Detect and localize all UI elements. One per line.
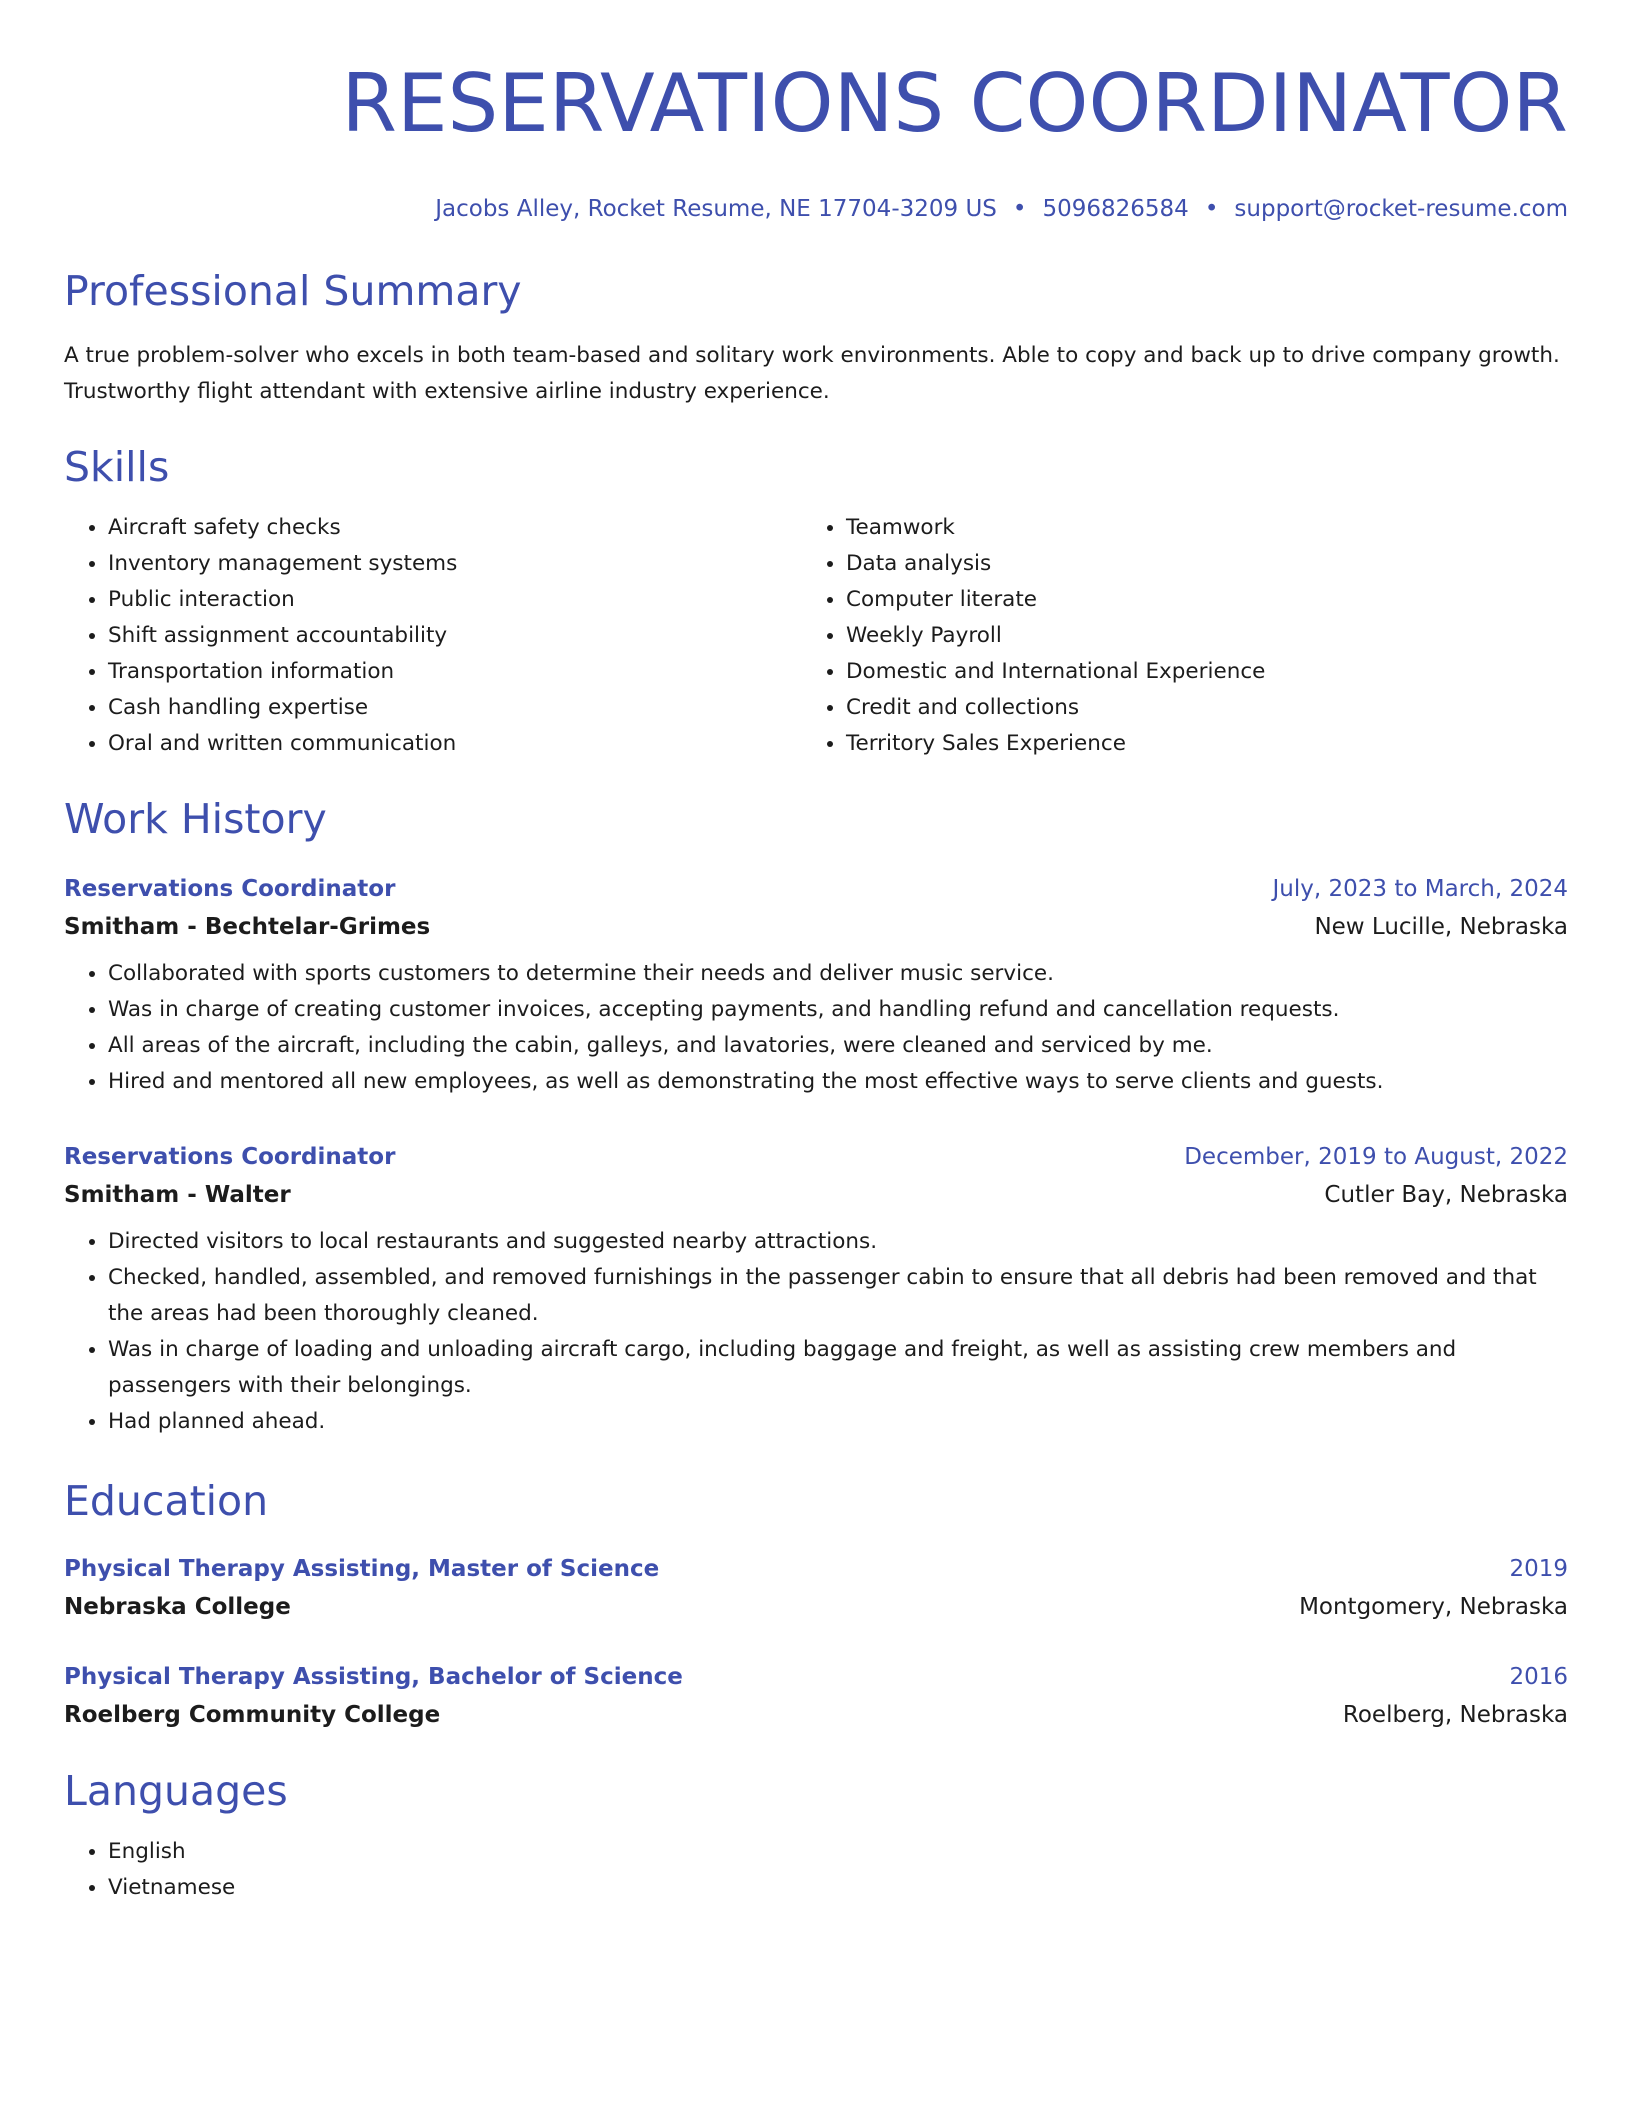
- skill-item: • Teamwork: [846, 510, 1540, 546]
- skill-item: • Inventory management systems: [108, 546, 802, 582]
- job-title: Reservations Coordinator: [64, 876, 396, 902]
- work-history-heading: Work History: [64, 795, 327, 843]
- education-location: Roelberg, Nebraska: [1342, 1702, 1568, 1728]
- contact-separator: •: [1204, 196, 1219, 222]
- work-history-section: [64, 792, 1568, 1440]
- education-list: [64, 1550, 1568, 1734]
- skills-list-right: [802, 510, 1540, 762]
- language-item: • English: [108, 1834, 1568, 1870]
- contact-phone: 5096826584: [1042, 196, 1189, 222]
- job-duty-item: • Directed visitors to local restaurants and suggested nearby attractions.: [108, 1224, 1568, 1260]
- job-entry: [64, 870, 1568, 1100]
- skills-list-left: [64, 510, 802, 762]
- contact-line: [64, 194, 1568, 224]
- education-degree-row: [64, 1550, 1568, 1588]
- job-duty-item: • Collaborated with sports customers to determine their needs and deliver music service.: [108, 956, 1568, 992]
- job-duty-item: • Was in charge of creating customer invoices, accepting payments, and handling refund and cancellation requests.: [108, 992, 1568, 1028]
- job-location: Cutler Bay, Nebraska: [1324, 1182, 1568, 1208]
- job-title-row: [64, 870, 1568, 908]
- skill-item: • Shift assignment accountability: [108, 618, 802, 654]
- education-heading: Education: [64, 1477, 269, 1525]
- contact-address: Jacobs Alley, Rocket Resume, NE 17704-3209 US: [435, 196, 997, 222]
- skill-item: • Transportation information: [108, 654, 802, 690]
- education-year: 2016: [1509, 1664, 1568, 1690]
- education-school-row: [64, 1588, 1568, 1626]
- education-degree: Physical Therapy Assisting, Bachelor of Science: [64, 1664, 683, 1690]
- summary-section: [64, 264, 1568, 410]
- languages-section: [64, 1764, 1568, 1906]
- job-company-row: [64, 1176, 1568, 1214]
- job-company: Smitham - Bechtelar-Grimes: [64, 914, 431, 940]
- job-duties-list: [64, 1224, 1568, 1440]
- contact-separator: •: [1012, 196, 1027, 222]
- summary-heading: Professional Summary: [64, 267, 522, 315]
- education-location: Montgomery, Nebraska: [1299, 1594, 1568, 1620]
- education-section: [64, 1474, 1568, 1734]
- skills-grid: [64, 510, 1568, 762]
- summary-text: A true problem-solver who excels in both team-based and solitary work environments. Able to copy and back up to drive company growth. Trustworthy flight attendant with extensive airline industry experience.: [64, 343, 1560, 404]
- job-list: [64, 870, 1568, 1440]
- education-entry: [64, 1550, 1568, 1626]
- skill-item: • Domestic and International Experience: [846, 654, 1540, 690]
- education-entry: [64, 1658, 1568, 1734]
- language-item: • Vietnamese: [108, 1870, 1568, 1906]
- job-title-row: [64, 1138, 1568, 1176]
- skill-item: • Weekly Payroll: [846, 618, 1540, 654]
- skill-item: • Aircraft safety checks: [108, 510, 802, 546]
- skills-column-right: [802, 510, 1540, 762]
- skill-item: • Public interaction: [108, 582, 802, 618]
- education-degree: Physical Therapy Assisting, Master of Science: [64, 1556, 660, 1582]
- job-company-row: [64, 908, 1568, 946]
- skill-item: • Computer literate: [846, 582, 1540, 618]
- skill-item: • Oral and written communication: [108, 726, 802, 762]
- resume-header: [64, 56, 1568, 224]
- job-duty-item: • All areas of the aircraft, including the cabin, galleys, and lavatories, were cleaned and serviced by me.: [108, 1028, 1568, 1064]
- job-location: New Lucille, Nebraska: [1314, 914, 1568, 940]
- job-dates: December, 2019 to August, 2022: [1184, 1144, 1568, 1170]
- languages-heading: Languages: [64, 1767, 288, 1815]
- job-duty-item: • Was in charge of loading and unloading aircraft cargo, including baggage and freight, as well as assisting crew members and passengers with their belongings.: [108, 1332, 1568, 1404]
- job-dates: July, 2023 to March, 2024: [1272, 876, 1568, 902]
- job-duty-item: • Checked, handled, assembled, and removed furnishings in the passenger cabin to ensure that all debris had been removed and that the areas had been thoroughly cleaned.: [108, 1260, 1568, 1332]
- job-duties-list: [64, 956, 1568, 1100]
- languages-list: [64, 1834, 1568, 1906]
- skills-column-left: [64, 510, 802, 762]
- skills-section: [64, 440, 1568, 762]
- job-duty-item: • Had planned ahead.: [108, 1404, 1568, 1440]
- contact-email: support@rocket-resume.com: [1234, 196, 1568, 222]
- job-duty-item: • Hired and mentored all new employees, as well as demonstrating the most effective ways to serve clients and guests.: [108, 1064, 1568, 1100]
- job-company: Smitham - Walter: [64, 1182, 291, 1208]
- education-school: Roelberg Community College: [64, 1702, 441, 1728]
- skill-item: • Credit and collections: [846, 690, 1540, 726]
- job-title-heading: RESERVATIONS COORDINATOR: [341, 57, 1568, 150]
- education-school: Nebraska College: [64, 1594, 291, 1620]
- education-year: 2019: [1509, 1556, 1568, 1582]
- education-degree-row: [64, 1658, 1568, 1696]
- education-school-row: [64, 1696, 1568, 1734]
- skill-item: • Cash handling expertise: [108, 690, 802, 726]
- job-entry: [64, 1138, 1568, 1440]
- skill-item: • Territory Sales Experience: [846, 726, 1540, 762]
- skills-heading: Skills: [64, 443, 170, 491]
- job-title: Reservations Coordinator: [64, 1144, 396, 1170]
- skill-item: • Data analysis: [846, 546, 1540, 582]
